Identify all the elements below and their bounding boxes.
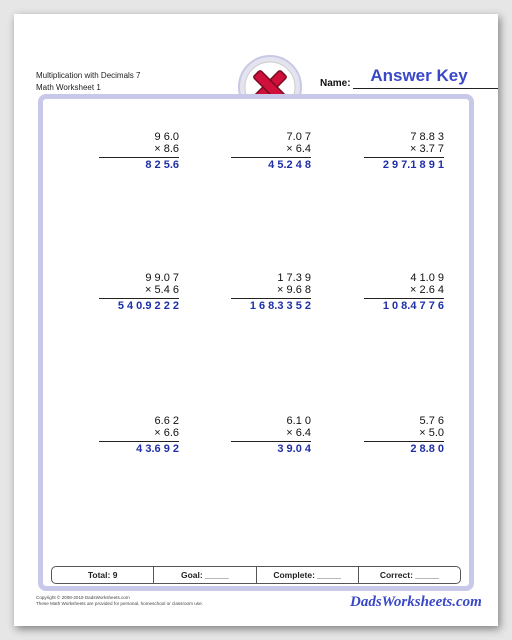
multiplicand: 5.7 6 <box>419 415 444 427</box>
multiplier: × 6.4 <box>286 143 311 155</box>
multiplicand: 9 6.0 <box>154 131 179 143</box>
problem-rule <box>364 441 444 442</box>
problem-8 <box>231 415 311 456</box>
multiplier: × 6.4 <box>286 427 311 439</box>
problem-rule <box>364 157 444 158</box>
name-label: Name: <box>320 78 351 89</box>
answer: 2 9 7.1 8 9 1 <box>382 159 444 171</box>
problem-6 <box>364 272 444 313</box>
multiplier: × 3.7 7 <box>410 143 444 155</box>
answer: 8 2 5.6 <box>145 159 179 171</box>
multiplier: × 6.6 <box>154 427 179 439</box>
multiplicand: 9 9.0 7 <box>145 272 179 284</box>
title-line-2: Math Worksheet 1 <box>36 83 101 92</box>
brand-logo: DadsWorksheets.com <box>350 594 482 610</box>
goal-cell: Goal: _____ <box>154 567 256 583</box>
answer: 1 0 8.4 7 7 6 <box>382 300 444 312</box>
multiplicand: 6.6 2 <box>154 415 179 427</box>
multiplier: × 5.4 6 <box>145 284 179 296</box>
problem-rule <box>231 157 311 158</box>
multiplicand: 1 7.3 9 <box>277 272 311 284</box>
answer-key-label: Answer Key <box>370 66 468 85</box>
answer: 3 9.0 4 <box>277 443 311 455</box>
copyright-line-1: Copyright © 2008-2019 DadsWorksheets.com <box>36 595 130 600</box>
multiplicand: 7 8.8 3 <box>410 131 444 143</box>
problem-rule <box>231 441 311 442</box>
answer: 2 8.8 0 <box>410 443 444 455</box>
complete-cell: Complete: _____ <box>257 567 359 583</box>
name-underline <box>353 88 498 89</box>
problem-rule <box>99 441 179 442</box>
multiplier: × 9.6 8 <box>277 284 311 296</box>
answer: 5 4 0.9 2 2 2 <box>117 300 179 312</box>
problem-rule <box>231 298 311 299</box>
copyright-line-2: These Math Worksheets are provided for personal, homeschool or classroom use. <box>36 601 203 606</box>
copyright-notice <box>36 595 203 607</box>
problem-rule <box>364 298 444 299</box>
multiplier: × 8.6 <box>154 143 179 155</box>
problem-rule <box>99 157 179 158</box>
problem-5 <box>231 272 311 313</box>
total-cell: Total: 9 <box>52 567 154 583</box>
problem-4 <box>99 272 179 313</box>
answer: 4 3.6 9 2 <box>136 443 179 455</box>
multiplicand: 4 1.0 9 <box>410 272 444 284</box>
multiplicand: 7.0 7 <box>286 131 311 143</box>
problem-9 <box>364 415 444 456</box>
multiplier: × 5.0 <box>419 427 444 439</box>
problems-frame <box>38 94 474 591</box>
multiplicand: 6.1 0 <box>286 415 311 427</box>
problem-1 <box>99 131 179 172</box>
problem-7 <box>99 415 179 456</box>
problem-2 <box>231 131 311 172</box>
answer: 1 6 8.3 3 5 2 <box>249 300 311 312</box>
answer: 4 5.2 4 8 <box>268 159 311 171</box>
score-footer <box>51 566 461 584</box>
problem-rule <box>99 298 179 299</box>
worksheet-title <box>36 70 140 94</box>
title-line-1: Multiplication with Decimals 7 <box>36 71 141 80</box>
worksheet-page <box>14 14 498 626</box>
multiplier: × 2.6 4 <box>410 284 444 296</box>
correct-cell: Correct: _____ <box>379 570 439 580</box>
problem-3 <box>364 131 444 172</box>
name-field <box>320 66 498 90</box>
